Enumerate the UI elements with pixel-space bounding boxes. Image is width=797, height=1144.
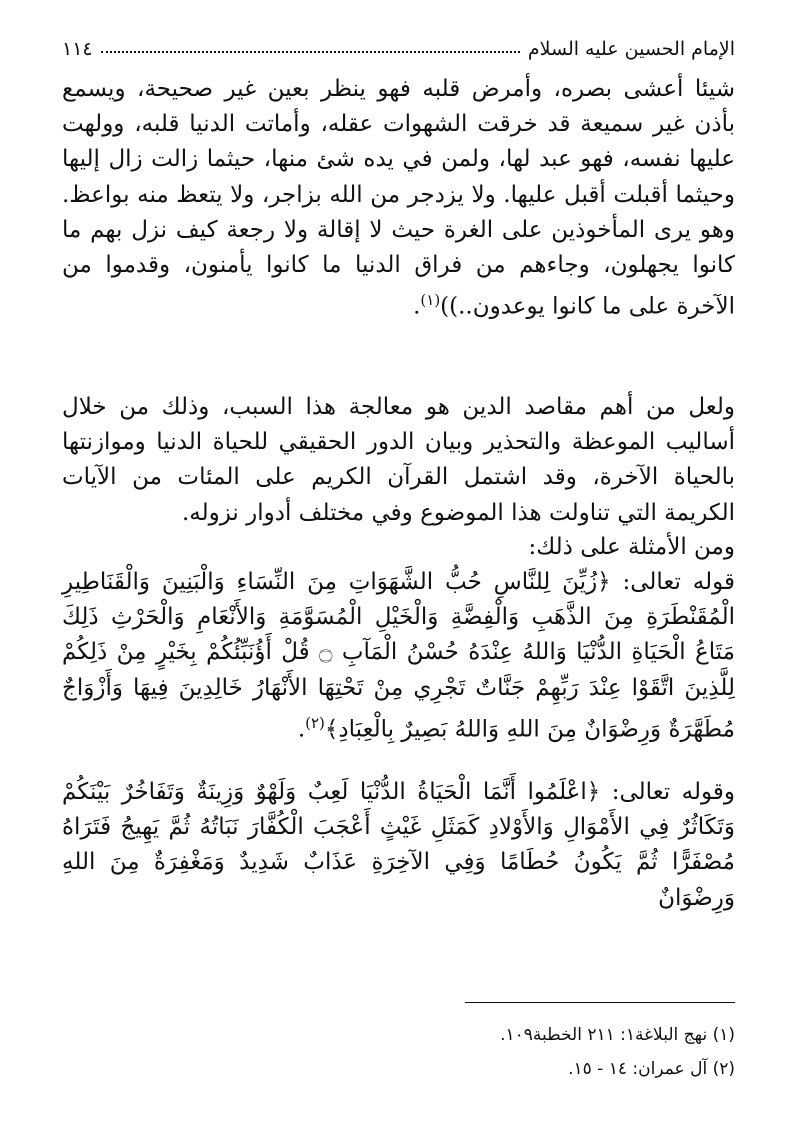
footnote-2: (٢) آل عمران: ١٤ - ١٥. <box>568 1059 735 1079</box>
quran-verse: ﴿زُيِّنَ لِلنَّاسِ حُبُّ الشَّهَوَاتِ مِنَ النِّسَاءِ وَالْبَنِينَ وَالْقَنَاطِيرِ الْمُقَنْطَرَةِ مِنَ الذَّهَبِ وَالْفِضَّةِ وَالْخَيْلِ الْمُسَوَّمَةِ وَالأَنْعَامِ وَالْحَرْثِ ذَلِكَ مَتَاعُ الْحَيَاةِ الدُّنْيَا وَاللهُ عِنْدَهُ حُسْنُ الْمَآبِ ۝ قُلْ أَؤُنَبِّئُكُمْ بِخَيْرٍ مِنْ ذَلِكُمْ لِلَّذِينَ اتَّقَوْا عِنْدَ رَبِّهِمْ جَنَّاتٌ تَجْرِي مِنْ تَحْتِهَا الأَنْهَارُ خَالِدِينَ فِيهَا وَأَزْوَاجٌ مُطَهَّرَةٌ وَرِضْوَانٌ مِنَ اللهِ وَاللهُ بَصِيرٌ بِالْعِبَادِ﴾ <box>62 569 735 743</box>
paragraph-verse-al-hadid <box>62 775 735 915</box>
header-dotted-leader <box>101 51 520 53</box>
footnote-divider <box>465 1002 735 1003</box>
page-body <box>62 72 735 915</box>
verse-end-punct: . <box>297 716 306 743</box>
paragraph-end-punct: . <box>413 293 421 320</box>
footnotes <box>62 1018 735 1086</box>
running-title: الإمام الحسين عليه السلام <box>527 38 735 60</box>
verse-intro: وقوله تعالى: <box>600 779 735 805</box>
paragraph-quote-end <box>62 72 735 390</box>
paragraph-verse-al-imran <box>62 565 735 775</box>
page-number: ١١٤ <box>62 38 93 60</box>
paragraph-religion-purpose: ولعل من أهم مقاصد الدين هو معالجة هذا السبب، وذلك من خلال أساليب الموعظة والتحذير وبيان الدور الحقيقي للحياة الدنيا وموازنتها بالحياة الآخرة، وقد اشتمل القرآن الكريم على المئات من الآيات الكريمة التي تناولت هذا الموضوع وفي مختلف أدوار نزوله. <box>62 394 735 526</box>
paragraph-text: شيئا أعشى بصره، وأمرض قلبه فهو ينظر بعين غير صحيحة، ويسمع بأذن غير سميعة قد خرقت الشهوات عقله، وأماتت الدنيا قلبه، وولهت عليها نفسه، فهو عبد لها، ولمن في يده شئ منها، حيثما زالت زال إليها وحيثما أقبلت أقبل عليها. ولا يزدجر من الله بزاجر، ولا يتعظ منه بواعظ. وهو يرى المأخوذين على الغرة حيث لا إقالة ولا رجعة كيف نزل بهم ما كانوا يجهلون، وجاءهم من فراق الدنيا ما كانوا يأمنون، وقدموا من الآخرة على ما كانوا يوعدون..)) <box>62 76 735 320</box>
page-header <box>62 30 735 60</box>
verse-intro: قوله تعالى: <box>610 569 735 595</box>
footnote-ref-1: (١) <box>420 291 441 310</box>
footnote-1: (١) نهج البلاغة١: ٢١١ الخطبة١٠٩. <box>500 1025 735 1045</box>
paragraph-examples-intro: ومن الأمثلة على ذلك: <box>528 534 735 560</box>
quran-verse: ﴿اعْلَمُوا أَنَّمَا الْحَيَاةُ الدُّنْيَا لَعِبٌ وَلَهْوٌ وَزِينَةٌ وَتَفَاخُرٌ بَيْنَكُمْ وَتَكَاثُرٌ فِي الأَمْوَالِ وَالأَوْلادِ كَمَثَلِ غَيْثٍ أَعْجَبَ الْكُفَّارَ نَبَاتُهُ ثُمَّ يَهِيجُ فَتَرَاهُ مُصْفَرًّا ثُمَّ يَكُونُ حُطَامًا وَفِي الآخِرَةِ عَذَابٌ شَدِيدٌ وَمَغْفِرَةٌ مِنَ اللهِ وَرِضْوَانٌ <box>62 779 735 911</box>
footnote-ref-2: (٢) <box>305 713 325 732</box>
